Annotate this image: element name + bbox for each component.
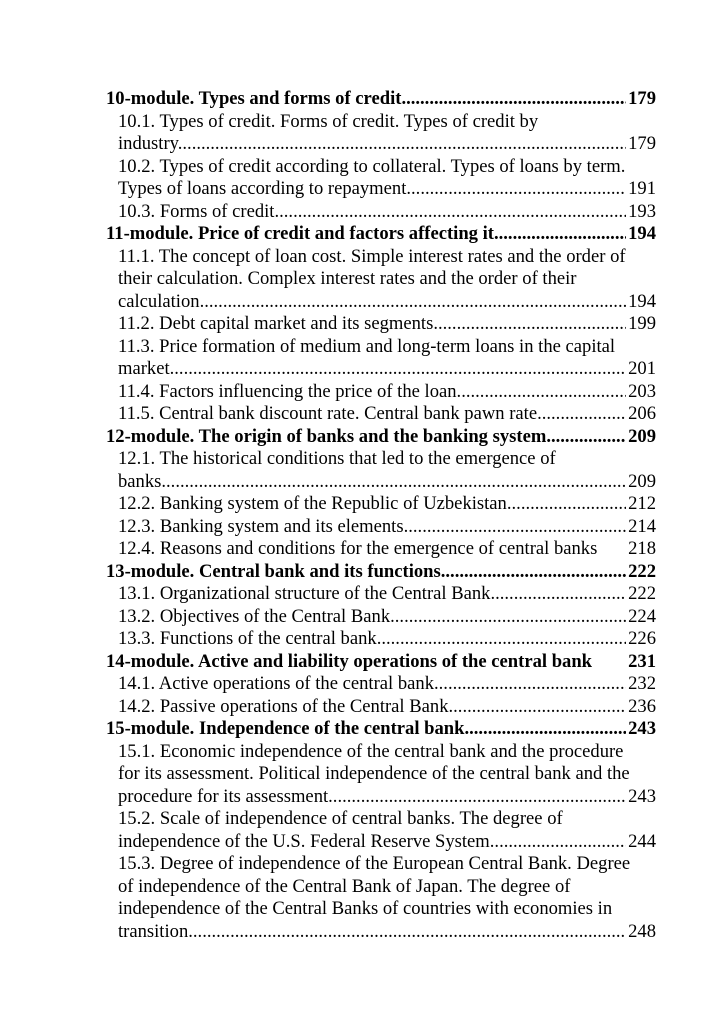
page-number: 236 — [628, 695, 656, 717]
leader-dots — [395, 606, 626, 629]
toc-section-entry[interactable] — [106, 111, 656, 156]
toc-entry-row — [106, 313, 656, 336]
page-number: 222 — [628, 560, 656, 582]
toc-entry-text: banks. — [118, 470, 167, 492]
toc-entry-text: 13-module. Central bank and its functions — [106, 560, 441, 582]
toc-entry-row — [106, 201, 656, 224]
toc-entry-row — [106, 471, 656, 494]
toc-entry-text: 14.2. Passive operations of the Central Bank. — [118, 695, 454, 717]
toc-section-entry[interactable] — [106, 583, 656, 606]
page-number: 209 — [628, 470, 656, 492]
toc-entry-row — [106, 583, 656, 606]
leader-dots — [495, 583, 626, 606]
toc-entry-row — [106, 223, 656, 246]
page-number: 179 — [628, 88, 656, 109]
toc-entry-text: 14.1. Active operations of the central bank. — [118, 673, 439, 694]
toc-section-entry[interactable] — [106, 628, 656, 651]
toc-entry-text: transition. — [118, 920, 193, 942]
toc-entry-text: 15.1. Economic independence of the central bank and the procedure — [118, 740, 624, 762]
toc-entry-row — [106, 606, 656, 629]
leader-dots — [453, 696, 626, 719]
leader-dots — [441, 561, 626, 584]
toc-entry-row — [106, 538, 656, 561]
page-number: 194 — [628, 290, 656, 312]
toc-section-entry[interactable] — [106, 741, 656, 809]
toc-section-entry[interactable] — [106, 606, 656, 629]
toc-entry-text: 12.1. The historical conditions that led to the emergence of — [118, 448, 556, 469]
toc-section-entry[interactable] — [106, 381, 656, 404]
toc-module-entry[interactable] — [106, 651, 656, 674]
leader-dots — [494, 831, 626, 854]
toc-entry-text: 11.2. Debt capital market and its segments — [118, 313, 434, 334]
page-number: 194 — [628, 223, 656, 244]
leader-dots — [542, 403, 626, 426]
toc-entry-row — [106, 516, 656, 539]
toc-section-entry[interactable] — [106, 673, 656, 696]
toc-entry-text: 15-module. Independence of the central bank. — [106, 718, 470, 739]
toc-entry-row — [106, 786, 656, 809]
toc-entry-row — [106, 358, 656, 381]
toc-entry-text: 11.1. The concept of loan cost. Simple interest rates and the order of — [118, 245, 626, 267]
toc-section-entry[interactable] — [106, 313, 656, 336]
toc-entry-row — [106, 561, 656, 584]
toc-entry-text: 15.2. Scale of independence of central banks. The degree of — [118, 808, 563, 829]
toc-entry-row — [106, 178, 656, 201]
leader-dots — [494, 223, 626, 246]
leader-dots — [457, 381, 627, 404]
toc-entry-text: 11.4. Factors influencing the price of the loan — [118, 380, 457, 402]
toc-entry-row — [106, 381, 656, 404]
toc-entry-text: market. — [118, 358, 175, 379]
leader-dots — [469, 718, 626, 741]
toc-entry-text: 10.1. Types of credit. Forms of credit. Types of credit by — [118, 110, 539, 132]
toc-entry-text: 12-module. The origin of banks and the banking system — [106, 425, 547, 447]
toc-section-entry[interactable] — [106, 246, 656, 314]
page-number: 212 — [628, 493, 656, 514]
toc-module-entry[interactable] — [106, 223, 656, 246]
toc-entry-text: 10.2. Types of credit according to collateral. Types of loans by term. — [118, 155, 626, 177]
page-number: 199 — [628, 313, 656, 334]
toc-entry-text: 11.5. Central bank discount rate. Central bank pawn rate. — [118, 403, 542, 424]
toc-entry-text: calculation — [118, 290, 200, 312]
page-number: 243 — [628, 785, 656, 807]
toc-section-entry[interactable] — [106, 201, 656, 224]
toc-entry-row — [106, 133, 656, 156]
leader-dots — [328, 786, 626, 809]
page-number: 222 — [628, 583, 656, 604]
page-number: 206 — [628, 403, 656, 424]
page-number: 232 — [628, 673, 656, 694]
page-number: 226 — [628, 628, 656, 649]
toc-entry-row — [106, 426, 656, 449]
toc-module-entry[interactable] — [106, 718, 656, 741]
leader-dots — [200, 291, 627, 314]
page-number: 231 — [628, 650, 656, 672]
toc-section-entry[interactable] — [106, 403, 656, 426]
toc-entry-text: 11-module. Price of credit and factors affecting it — [106, 223, 494, 244]
table-of-contents — [106, 88, 656, 943]
toc-entry-row — [106, 651, 656, 674]
page-number: 203 — [628, 380, 656, 402]
toc-module-entry[interactable] — [106, 426, 656, 449]
toc-entry-text: independence of the U.S. Federal Reserve System. — [118, 830, 495, 852]
toc-entry-text: 10-module. Types and forms of credit — [106, 88, 402, 109]
toc-entry-row — [106, 673, 656, 696]
toc-entry-text: 13.3. Functions of the central bank. — [118, 628, 382, 649]
toc-section-entry[interactable] — [106, 696, 656, 719]
leader-dots — [279, 201, 626, 224]
page-number: 224 — [628, 605, 656, 627]
toc-entry-text: 12.2. Banking system of the Republic of Uzbekistan. — [118, 493, 512, 514]
page-number: 243 — [628, 718, 656, 739]
toc-entry-text: their calculation. Complex interest rates and the order of their — [118, 268, 577, 289]
leader-dots — [512, 493, 627, 516]
page-number: 244 — [628, 830, 656, 852]
page-number: 193 — [628, 200, 656, 222]
toc-section-entry[interactable] — [106, 336, 656, 381]
toc-entry-row — [106, 493, 656, 516]
toc-module-entry[interactable] — [106, 88, 656, 111]
toc-entry-row — [106, 696, 656, 719]
leader-dots — [381, 628, 626, 651]
toc-entry-text: 12.4. Reasons and conditions for the emergence of central banks — [118, 538, 598, 559]
toc-entry-text: 15.3. Degree of independence of the European Central Bank. Degree — [118, 853, 631, 874]
leader-dots — [408, 516, 626, 539]
toc-entry-text: 14-module. Active and liability operations of the central bank — [106, 650, 593, 672]
leader-dots — [546, 426, 626, 449]
leader-dots — [433, 313, 626, 336]
leader-dots — [439, 673, 626, 696]
page-number: 218 — [628, 538, 656, 559]
toc-entry-row — [106, 921, 656, 944]
toc-module-entry[interactable] — [106, 561, 656, 584]
leader-dots — [411, 178, 626, 201]
toc-entry-text: Types of loans according to repayment. — [118, 178, 412, 199]
toc-entry-row — [106, 718, 656, 741]
leader-dots — [182, 133, 626, 156]
page-number: 179 — [628, 133, 656, 154]
toc-section-entry[interactable] — [106, 853, 656, 943]
toc-entry-text: 11.3. Price formation of medium and long-term loans in the capital — [118, 335, 616, 357]
toc-entry-row — [106, 831, 656, 854]
toc-entry-text: 10.3. Forms of credit. — [118, 200, 280, 222]
toc-entry-row — [106, 88, 656, 111]
page-number: 209 — [628, 425, 656, 447]
toc-entry-text: of independence of the Central Bank of Japan. The degree of — [118, 875, 571, 897]
toc-section-entry[interactable] — [106, 493, 656, 516]
leader-dots — [401, 88, 626, 111]
toc-section-entry[interactable] — [106, 448, 656, 493]
leader-dots — [193, 921, 626, 944]
toc-entry-text: for its assessment. Political independence of the central bank and the — [118, 763, 630, 784]
toc-section-entry[interactable] — [106, 538, 656, 561]
toc-section-entry[interactable] — [106, 516, 656, 539]
toc-entry-row — [106, 628, 656, 651]
leader-dots — [174, 358, 626, 381]
toc-entry-text: independence of the Central Banks of countries with economies in — [118, 898, 613, 919]
page-number: 248 — [628, 920, 656, 942]
toc-entry-text: 13.2. Objectives of the Central Bank. — [118, 605, 395, 627]
page-number: 191 — [628, 178, 656, 199]
toc-entry-text: 13.1. Organizational structure of the Central Bank. — [118, 583, 496, 604]
toc-entry-text: industry. — [118, 133, 183, 154]
toc-entry-text: procedure for its assessment — [118, 785, 329, 807]
toc-section-entry[interactable] — [106, 808, 656, 853]
toc-entry-text: 12.3. Banking system and its elements. — [118, 515, 409, 537]
page-number: 214 — [628, 515, 656, 537]
toc-entry-row — [106, 403, 656, 426]
toc-entry-row — [106, 291, 656, 314]
toc-section-entry[interactable] — [106, 156, 656, 201]
page-number: 201 — [628, 358, 656, 379]
leader-dots — [166, 471, 626, 494]
